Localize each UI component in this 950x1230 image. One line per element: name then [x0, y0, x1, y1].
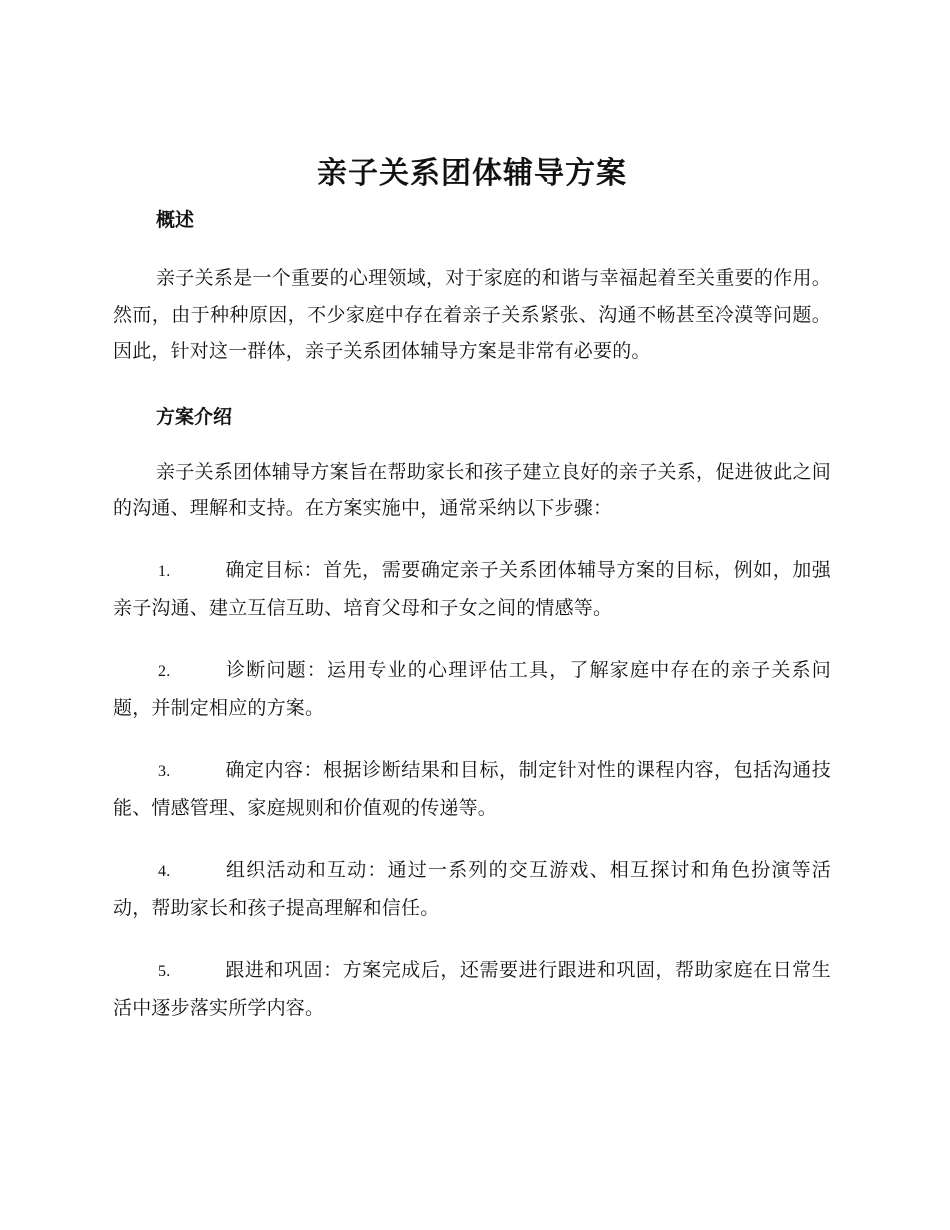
- section-heading-plan: 方案介绍: [156, 405, 233, 428]
- overview-paragraph: 亲子关系是一个重要的心理领域，对于家庭的和谐与幸福起着至关重要的作用。然而，由于种种原因，不少家庭中存在着亲子关系紧张、沟通不畅甚至冷漠等问题。因此，针对这一群体，亲子关系团体辅导方案是非常有必要的。: [113, 267, 831, 362]
- list-item: [113, 652, 831, 727]
- list-item-number: 2.: [158, 662, 171, 680]
- plan-paragraph: 亲子关系团体辅导方案旨在帮助家长和孩子建立良好的亲子关系，促进彼此之间的沟通、理解和支持。在方案实施中，通常采纳以下步骤：: [113, 460, 831, 519]
- document-body: [113, 146, 831, 1027]
- list-item: [113, 552, 831, 627]
- list-item-number: 4.: [158, 862, 171, 880]
- section-heading-overview: 概述: [156, 209, 195, 231]
- list-item-text: 确定内容：根据诊断结果和目标，制定针对性的课程内容，包括沟通技能、情感管理、家庭规则和价值观的传递等。: [113, 758, 831, 819]
- list-item-number: 5.: [158, 962, 171, 980]
- list-item-number: 1.: [158, 562, 171, 580]
- list-item-text: 组织活动和互动：通过一系列的交互游戏、相互探讨和角色扮演等活动，帮助家长和孩子提高理解和信任。: [113, 858, 831, 919]
- list-item-text: 诊断问题：运用专业的心理评估工具，了解家庭中存在的亲子关系问题，并制定相应的方案。: [113, 658, 831, 719]
- document-title: 亲子关系团体辅导方案: [317, 156, 627, 191]
- list-item-number: 3.: [158, 762, 171, 780]
- list-item: [113, 752, 831, 827]
- list-item: [113, 852, 831, 927]
- list-item: [113, 952, 831, 1027]
- list-item-text: 确定目标：首先，需要确定亲子关系团体辅导方案的目标，例如，加强亲子沟通、建立互信互助、培育父母和子女之间的情感等。: [113, 558, 831, 619]
- list-item-text: 跟进和巩固：方案完成后，还需要进行跟进和巩固，帮助家庭在日常生活中逐步落实所学内容。: [113, 958, 831, 1019]
